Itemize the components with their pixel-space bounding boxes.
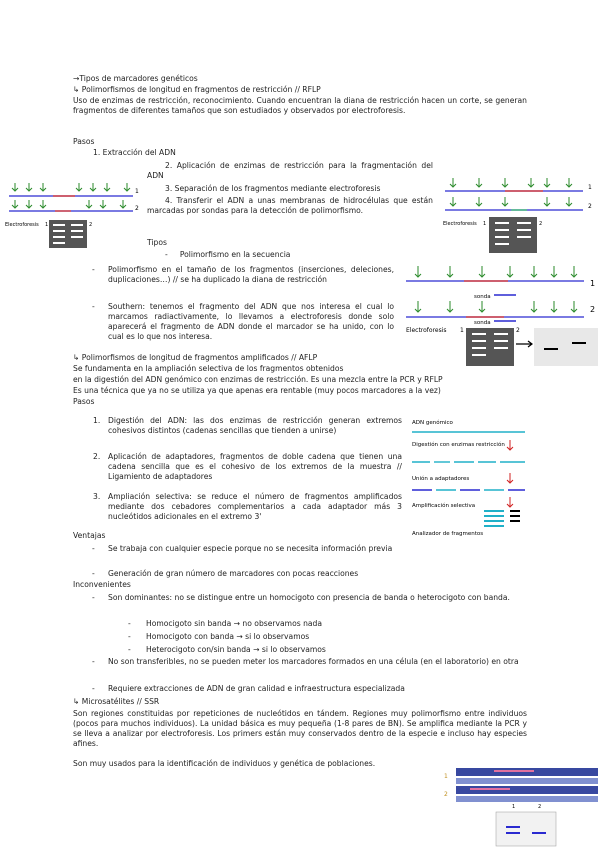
svg-text:ADN genómico: ADN genómico — [412, 420, 453, 426]
ventajas-label: Ventajas — [73, 531, 106, 540]
ssr-paragraph-1: Son regiones constituidas por repeticiones de nucleótidos en tándem. Regiones muy polimorfismo entre individuos (pocos para muchos individuos). La unidad básica es muy pequeña (1-8 pares de BN). Se amplifica mediante la PCR y se lleva a analizar por electroforesis. Los primers están muy conservados dentro de la especie e incluso hay especies afines. — [73, 709, 527, 748]
svg-text:Analizador de fragmentos: Analizador de fragmentos — [412, 531, 484, 537]
svg-text:2: 2 — [590, 305, 596, 314]
aflp-line-2: en la digestión del ADN genómico con enzimas de restricción. Es una mezcla entre la PCR y RFLP — [73, 375, 443, 384]
southern-figure — [404, 262, 600, 370]
svg-text:1: 1 — [460, 327, 464, 334]
dash: - — [92, 265, 95, 274]
svg-text:2: 2 — [444, 791, 448, 798]
svg-text:1: 1 — [512, 804, 516, 810]
svg-text:2: 2 — [588, 203, 592, 210]
sonda-label: sonda — [474, 294, 491, 300]
electroforesis-label: Electroforesis — [5, 222, 39, 228]
svg-text:2: 2 — [538, 804, 542, 810]
rflp-tipo-1-text: Polimorfismo en la secuencia — [179, 250, 291, 259]
dash: - — [92, 684, 95, 693]
aflp-step-num: 1. — [93, 416, 101, 425]
svg-text:Unión a adaptadores: Unión a adaptadores — [412, 476, 470, 482]
arrow-row-top — [12, 183, 130, 191]
rflp-tipo-1: - Polimorfismo en la secuencia — [165, 250, 291, 259]
dash: - — [128, 645, 131, 654]
aflp-step-2: Aplicación de adaptadores, fragmentos de doble cadena que tienen una cadena sencilla que es el cohesivo de los extremos de la muestra // Ligamiento de adaptadores — [108, 452, 402, 481]
inconvenientes-label: Inconvenientes — [73, 580, 131, 589]
aflp-title: ↳ Polimorfismos de longitud de fragmentos amplificados // AFLP — [73, 353, 318, 362]
svg-text:sonda: sonda — [474, 320, 491, 326]
rflp-step-1: 1. Extracción del ADN — [93, 148, 176, 157]
dash: - — [92, 302, 95, 311]
inconveniente-1: Son dominantes: no se distingue entre un homocigoto con presencia de banda o heterocigoto con banda. — [108, 593, 510, 602]
svg-text:1: 1 — [590, 279, 596, 288]
svg-text:1: 1 — [588, 184, 592, 191]
rflp-pasos-label: Pasos — [73, 137, 95, 146]
rflp-figure-right — [443, 175, 600, 255]
svg-text:2: 2 — [516, 327, 520, 334]
sub-item-3: Heterocigoto con/sin banda → si lo observamos — [146, 645, 326, 654]
dash: - — [92, 544, 95, 553]
rflp-title: ↳ Polimorfismos de longitud en fragmentos de restricción // RFLP — [73, 85, 321, 94]
aflp-line-3: Es una técnica que ya no se utiliza ya que apenas era rentable (muy pocos marcadores a la vez) — [73, 386, 441, 395]
rflp-step-4: 4. Transferir el ADN a unas membranas de hidrocélulas que están marcadas por sondas para la detección de polimorfismo. — [147, 196, 433, 215]
sub-item-2: Homocigoto con banda → si lo observamos — [146, 632, 310, 641]
aflp-step-1: Digestión del ADN: las dos enzimas de restricción generan extremos cohesivos distintos (cadenas sencillas que tienden a unirse) — [108, 416, 402, 435]
sub-item-1: Homocigoto sin banda → no observamos nada — [146, 619, 323, 628]
inconveniente-2: No son transferibles, no se pueden meter los marcadores formados en una célula (en el laboratorio) en otra — [108, 657, 519, 666]
svg-text:1: 1 — [444, 773, 448, 780]
dash: - — [92, 593, 95, 602]
aflp-figure — [410, 416, 530, 538]
rflp-tipo-3: Southern: tenemos el fragmento del ADN que nos interesa el cual lo marcamos radiactivamente, lo llevamos a electroforesis donde solo aparecerá el fragmento de ADN donde el marcador se ha unido, con lo cual es lo que nos interesa. — [108, 302, 394, 341]
inconveniente-3: Requiere extracciones de ADN de gran calidad e infraestructura especializada — [108, 684, 405, 693]
rflp-step-3: 3. Separación de los fragmentos mediante electroforesis — [165, 184, 381, 193]
svg-text:1: 1 — [483, 221, 487, 227]
rflp-figure-left — [5, 180, 145, 250]
ssr-figure — [440, 766, 600, 848]
rflp-step-2: 2. Aplicación de enzimas de restricción para la fragmentación del ADN — [147, 161, 433, 180]
svg-text:2: 2 — [539, 221, 543, 227]
svg-text:Electroforesis: Electroforesis — [406, 327, 447, 334]
aflp-step-3: Ampliación selectiva: se reduce el número de fragmentos amplificados mediante dos cebadores complementarios a cada adaptador más 3 nucleótidos adicionales en el extremo 3' — [108, 492, 402, 521]
dash: - — [128, 619, 131, 628]
lane-number-2: 2 — [135, 205, 139, 212]
lane-number-1: 1 — [45, 222, 49, 228]
ssr-title: ↳ Microsatélites // SSR — [73, 697, 160, 706]
dash: - — [92, 657, 95, 666]
dash: - — [92, 569, 95, 578]
arrow-row-bottom — [12, 200, 126, 208]
svg-text:Electroforesis: Electroforesis — [443, 221, 477, 227]
lane-number-1: 1 — [135, 188, 139, 195]
ventaja-1: Se trabaja con cualquier especie porque no se necesita información previa — [108, 544, 393, 553]
rflp-intro: Uso de enzimas de restricción, reconocimiento. Cuando encuentran la diana de restricción hacen un corte, se generan fragmentos de diferentes tamaños que son estudiados y observados por electroforesis. — [73, 96, 527, 115]
rflp-tipo-2: Polimorfismo en el tamaño de los fragmentos (inserciones, deleciones, duplicaciones…) // se ha duplicado la diana de restricción — [108, 265, 394, 284]
dash: - — [128, 632, 131, 641]
section-heading: →Tipos de marcadores genéticos — [73, 74, 198, 83]
svg-text:Amplificación selectiva: Amplificación selectiva — [412, 503, 476, 509]
svg-text:Digestión con enzimas restricc: Digestión con enzimas restricción — [412, 442, 505, 448]
aflp-pasos-label: Pasos — [73, 397, 95, 406]
lane-number-2: 2 — [89, 222, 93, 228]
aflp-step-num: 2. — [93, 452, 101, 461]
ssr-paragraph-2: Son muy usados para la identificación de individuos y genética de poblaciones. — [73, 759, 376, 768]
aflp-line-1: Se fundamenta en la ampliación selectiva de los fragmentos obtenidos — [73, 364, 344, 373]
rflp-tipos-label: Tipos — [147, 238, 167, 247]
ventaja-2: Generación de gran número de marcadores con pocas reacciones — [108, 569, 359, 578]
aflp-step-num: 3. — [93, 492, 101, 501]
